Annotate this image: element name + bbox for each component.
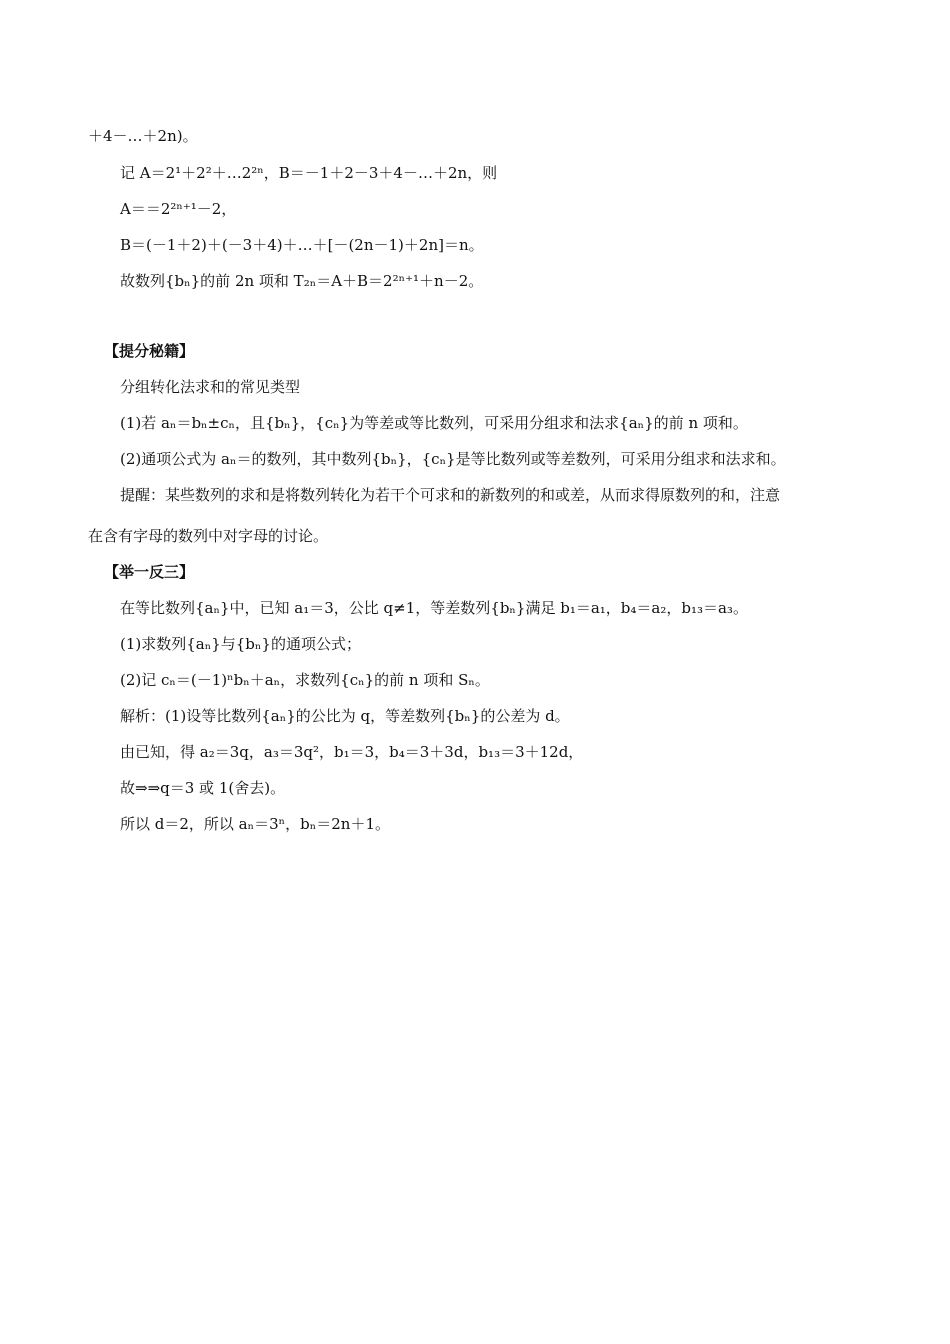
text-line: 在含有字母的数列中对字母的讨论。 [88, 527, 329, 545]
text-line: (1)若 aₙ＝bₙ±cₙ，且{bₙ}，{cₙ}为等差或等比数列，可采用分组求和法求{aₙ}的前 n 项和。 [120, 414, 748, 432]
text-line: 提醒：某些数列的求和是将数列转化为若干个可求和的新数列的和或差，从而求得原数列的和，注意 [120, 486, 781, 504]
text-line: 分组转化法求和的常见类型 [120, 378, 301, 396]
text-line: ＋4－…＋2n)。 [88, 127, 198, 145]
text-line: B＝(－1＋2)＋(－3＋4)＋…＋[－(2n－1)＋2n]＝n。 [120, 236, 484, 254]
text-line: 记 A＝2¹＋2²＋…2²ⁿ，B＝－1＋2－3＋4－…＋2n，则 [120, 164, 498, 182]
text-line: 故⇒⇒q＝3 或 1(舍去)。 [120, 779, 286, 797]
text-line: (2)通项公式为 aₙ＝的数列，其中数列{bₙ}，{cₙ}是等比数列或等差数列，可采用分组求和法求和。 [120, 450, 786, 468]
text-line: (2)记 cₙ＝(－1)ⁿbₙ＋aₙ，求数列{cₙ}的前 n 项和 Sₙ。 [120, 671, 490, 689]
text-line: A＝＝2²ⁿ⁺¹－2， [120, 200, 237, 218]
section-heading: 【举一反三】 [104, 563, 195, 581]
text-line: 所以 d＝2，所以 aₙ＝3ⁿ，bₙ＝2n＋1。 [120, 815, 390, 833]
text-line: 在等比数列{aₙ}中，已知 a₁＝3，公比 q≠1，等差数列{bₙ}满足 b₁＝a₁，b₄＝a₂，b₁₃＝a₃。 [120, 599, 748, 617]
text-line: 故数列{bₙ}的前 2n 项和 T₂ₙ＝A＋B＝2²ⁿ⁺¹＋n－2。 [120, 272, 484, 290]
text-line: 解析：(1)设等比数列{aₙ}的公比为 q，等差数列{bₙ}的公差为 d。 [120, 707, 570, 725]
section-heading: 【提分秘籍】 [104, 342, 195, 360]
text-line: 由已知，得 a₂＝3q，a₃＝3q²，b₁＝3，b₄＝3＋3d，b₁₃＝3＋12d， [120, 743, 584, 761]
text-line: (1)求数列{aₙ}与{bₙ}的通项公式； [120, 635, 361, 653]
